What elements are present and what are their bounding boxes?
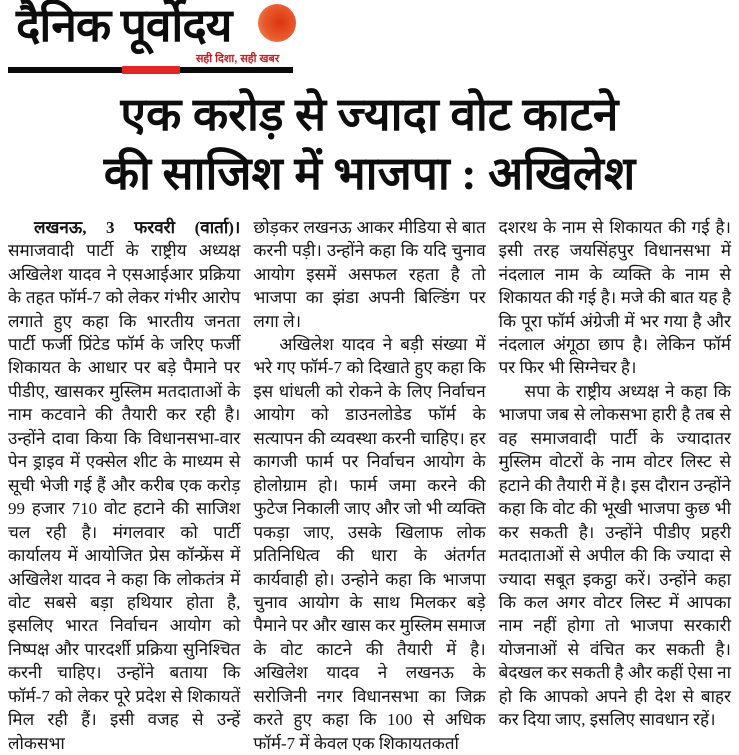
ribbon-strip <box>122 66 180 74</box>
headline-line-2: की साजिश में भाजपा : अखिलेश <box>103 147 636 199</box>
paragraph: सपा के राष्ट्रीय अध्यक्ष ने कहा कि भाजपा जब से लोकसभा हारी है तब से वह समाजवादी पार्टी के ज्यादातर मुस्लिम वोटरों के नाम वोटर लिस्ट से हटाने की तैयारी में है। इस दौरान उन्होंने कहा कि वोट की भूखी भाजपा कुछ भी कर सकती है। उन्होंने पीडीए प्रहरी मतदाताओं से अपील की कि ज्यादा से ज्यादा सबूत इकट्ठा करें। उन्होंने कहा कि कल अगर वोटर लिस्ट में आपका नाम नहीं होगा तो भाजपा सरकारी योजनाओं से वंचित कर सकती है। बेदखल कर सकती है और कहीं ऐसा ना हो कि आपको अपने ही देश से बाहर कर दिया जाए, इसलिए सावधान रहें। <box>498 381 731 730</box>
newspaper-title: दैनिक पूर्वोदय <box>16 0 232 51</box>
masthead <box>0 0 739 78</box>
article-column-2 <box>253 216 485 755</box>
paragraph: दशरथ के नाम से शिकायत की गई है। इसी तरह जयसिंहपुर विधानसभा में नंदलाल नाम के व्यक्ति के नाम से शिकायत की गई है। मजे की बात यह है कि पूरा फॉर्म अंग्रेजी में भर गया है और नंदलाल अंगूठा छाप है। लेकिन फॉर्म पर फिर भी सिग्नेचर है। <box>498 217 731 378</box>
paragraph: अखिलेश यादव ने बड़ी संख्या में भरे गए फॉर्म-7 को दिखाते हुए कहा कि इस धांधली को रोकने के लिए निर्वाचन आयोग को डाउनलोडेड फॉर्म के सत्यापन की व्यवस्था करनी चाहिए। हर कागजी फार्म पर निर्वाचन आयोग के होलोग्राम हो। फार्म जमा करने की फुटेज निकाली जाए और जो भी व्यक्ति पकड़ा जाए, उसके खिलाफ लोक प्रतिनिधित्व की धारा के अंतर्गत कार्यवाही हो। उन्होने कहा कि भाजपा चुनाव आयोग के साथ मिलकर बड़े पैमाने पर और खास कर मुस्लिम समाज के वोट काटने की तैयारी में है। अखिलेश यादव ने लखनऊ के सरोजिनी नगर विधानसभा का जिक्र करते हुए कहा कि 100 से अधिक फॉर्म-7 में केवल एक शिकायतकर्ता <box>253 335 486 753</box>
paragraph-text: समाजवादी पार्टी के राष्ट्रीय अध्यक्ष अखिलेश यादव ने एसआईआर प्रक्रिया के तहत फॉर्म-7 को लेकर गंभीर आरोप लगाते हुए कहा कि भारतीय जनता पार्टी फर्जी प्रिंटेड फॉर्म के जरिए फर्जी शिकायत के आधार पर बड़े पैमाने पर पीडीए, खासकर मुस्लिम मतदाताओं के नाम कटवाने की तैयारी कर रही है। उन्होंने दावा किया कि विधानसभा-वार पेन ड्राइव में एक्सेल शीट के माध्यम से सूची भेजी गई हैं और करीब एक करोड़ 99 हजार 710 वोट हटाने की साजिश चल रही है। मंगलवार को पार्टी कार्यालय में आयोजित प्रेस कॉन्फ्रेंस में अखिलेश यादव ने कहा कि लोकतंत्र में वोट सबसे बड़ा हथियार होता है, इसलिए भारत निर्वाचन आयोग को निष्पक्ष और पारदर्शी प्रक्रिया सुनिश्चित करनी चाहिए। उन्होंने बताया कि फॉर्म-7 को लेकर पूरे प्रदेश से शिकायतें मिल रही हैं। इसी वजह से उन्हें लोकसभा <box>8 241 241 753</box>
dateline: लखनऊ, 3 फरवरी (वार्ता)। <box>34 217 241 237</box>
article-column-1 <box>8 216 240 755</box>
masthead-tagline: सही दिशा, सही खबर <box>196 53 280 65</box>
paragraph: छोड़कर लखनऊ आकर मीडिया से बात करनी पड़ी। उन्होंने कहा कि यदि चुनाव आयोग इसमें असफल रहता है तो भाजपा का झंडा अपनी बिल्डिंग पर लगा ले। <box>253 217 486 331</box>
headline-line-1: एक करोड़ से ज्यादा वोट काटने <box>120 89 619 140</box>
paragraph <box>8 216 240 755</box>
article-column-3 <box>499 216 731 755</box>
sun-icon <box>258 4 296 42</box>
article-body <box>0 204 739 755</box>
article-headline <box>10 86 729 204</box>
